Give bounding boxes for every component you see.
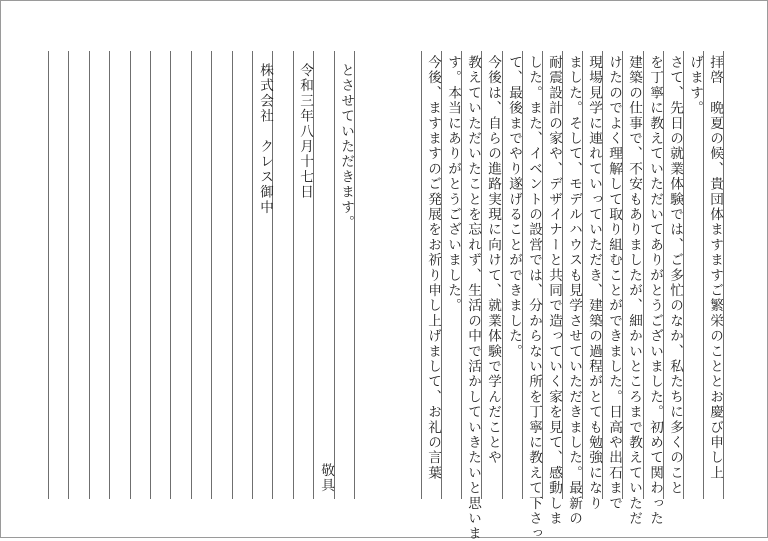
body-line-14: す。本当にありがとうございました。 (445, 55, 461, 314)
column-rule (232, 51, 233, 499)
body-line-10: した。また、イベントの設営では、分からない所を丁寧に教えて下さっ (526, 55, 542, 541)
body-line-8: ました。そして、モデルハウスも見学させていただきました。最新の (566, 55, 582, 527)
right-page (421, 51, 724, 541)
column-rule (461, 51, 462, 499)
column-rule (191, 51, 192, 499)
column-rule (683, 51, 684, 499)
column-rule (441, 51, 442, 499)
date-line: 令和三年八月十七日 (297, 63, 313, 200)
body-line-12: 今後は、自らの進路実現に向けて、就業体験で学んだことや (485, 55, 501, 466)
column-rule (170, 51, 171, 499)
column-rule (150, 51, 151, 499)
column-rule (334, 51, 335, 499)
addressee-line: 株式会社 クレス御中 (257, 63, 273, 215)
body-line-11: て、最後までやり遂げることができました。 (506, 55, 522, 359)
column-rule (89, 51, 90, 499)
column-rule (211, 51, 212, 499)
column-rule (522, 51, 523, 499)
left-page (48, 51, 355, 499)
column-rule (622, 51, 623, 499)
body-line-2: げます。 (687, 55, 703, 116)
body-line-5: 建築の仕事で、不安もありましたが、細かいところまで教えていただ (626, 55, 642, 527)
column-rule (48, 51, 49, 499)
column-rule (481, 51, 482, 499)
body-line-15: 今後、ますますのご発展をお祈り申し上げまして、お礼の言葉 (425, 55, 441, 481)
column-rule (313, 51, 314, 499)
column-rule (68, 51, 69, 499)
closing-keigu: 敬具 (318, 462, 334, 493)
body-line-1: 拝啓 晩夏の候、貴団体ますますご繁栄のこととお慶び申し上 (707, 55, 723, 481)
body-line-7: 現場見学に連れていっていただき、建築の過程がとても勉強になり (586, 55, 602, 511)
body-line-13: 教えていただいたことを忘れず、生活の中で活かしていきたいと思いま (465, 55, 481, 541)
column-rule (542, 51, 543, 499)
column-rule (252, 51, 253, 499)
column-rule (109, 51, 110, 499)
column-rule (643, 51, 644, 499)
column-rule (293, 51, 294, 499)
column-rule (502, 51, 503, 499)
column-rule (663, 51, 664, 499)
closing-text-line: とさせていただきます。 (338, 63, 354, 231)
column-rule (582, 51, 583, 499)
body-line-6: けたのでよく理解して取り組むことができました。日高や出石まで (606, 55, 622, 511)
body-line-9: 耐震設計の家や、デザイナーと共同で造っていく家を見て、感動しま (546, 55, 562, 527)
column-rule (562, 51, 563, 499)
column-rule (421, 51, 422, 499)
column-rule (602, 51, 603, 499)
column-rule (703, 51, 704, 499)
body-line-4: を丁寧に教えていただいてありがとうございました。初めて関わった (647, 55, 663, 527)
body-line-3: さて、先日の就業体験では、ご多忙のなか、私たちに多くのこと (667, 55, 683, 496)
column-rule (130, 51, 131, 499)
